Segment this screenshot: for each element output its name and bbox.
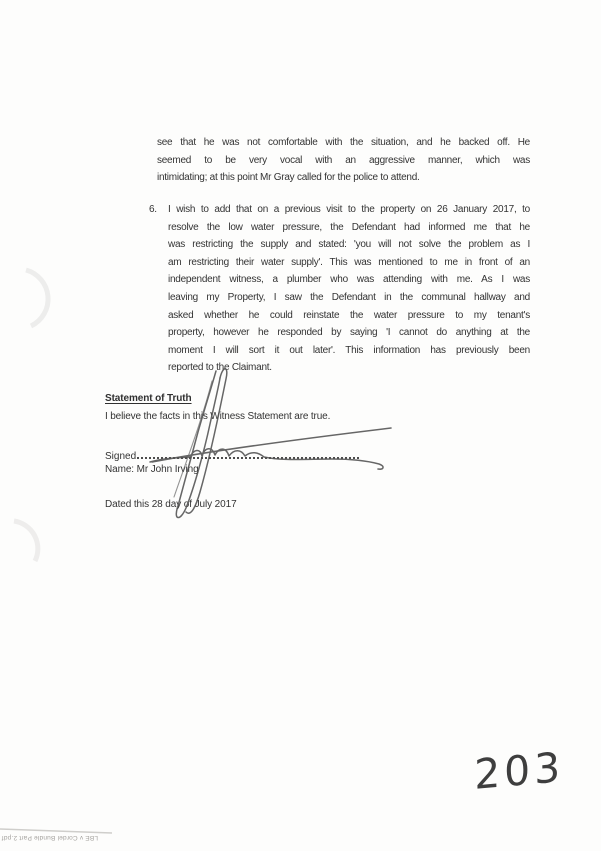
punch-hole-shadow	[26, 270, 48, 326]
handwritten-page-number: 203	[473, 742, 565, 799]
paragraph-line: property, however he responded by saying 'I cannot do anything at the	[168, 327, 530, 339]
paragraph-line: see that he was not comfortable with the situation, and he backed off. He	[157, 137, 530, 148]
signed-line	[105, 448, 359, 462]
statement-of-truth-declaration: I believe the facts in this Witness Statement are true.	[105, 411, 331, 422]
paragraph-line: reported to the Claimant.	[168, 362, 272, 374]
dated-line: Dated this 28 day of July 2017	[105, 499, 237, 510]
name-line: Name: Mr John Irving	[105, 464, 199, 475]
punch-hole-shadow	[14, 521, 38, 561]
paragraph-line: asked whether he could reinstate the water pressure to my tenant's	[168, 309, 530, 321]
signed-label: Signed	[105, 451, 137, 462]
paragraph-line: moment I will sort it out later'. This information has previously been	[168, 344, 530, 356]
continuation-paragraph	[157, 134, 530, 187]
statement-of-truth-heading: Statement of Truth	[105, 393, 192, 404]
page-edge-line	[0, 829, 112, 833]
item6-paragraph	[168, 201, 530, 377]
paragraph-line: am restricting their water supply'. This was mentioned to me in front of an	[168, 256, 530, 268]
paragraph-line: was restricting the supply and stated: 'you will not solve the problem as I	[168, 239, 530, 251]
footer-filename-rotated: LBE v Cordel Bundle Part 2.pdf	[1, 834, 98, 841]
paragraph-line: seemed to be very vocal with an aggressive manner, which was	[157, 154, 530, 166]
paragraph-line: intimidating; at this point Mr Gray called for the police to attend.	[157, 172, 420, 184]
paragraph-line: leaving my Property, I saw the Defendant in the communal hallway and	[168, 291, 530, 303]
signature-dotted-line	[137, 448, 359, 459]
paragraph-line: resolve the low water pressure, the Defendant had informed me that he	[168, 221, 530, 233]
item6-number: 6.	[149, 204, 157, 215]
paragraph-line: I wish to add that on a previous visit to the property on 26 January 2017, to	[168, 204, 530, 215]
paragraph-line: independent witness, a plumber who was attending with me. As I was	[168, 274, 530, 286]
